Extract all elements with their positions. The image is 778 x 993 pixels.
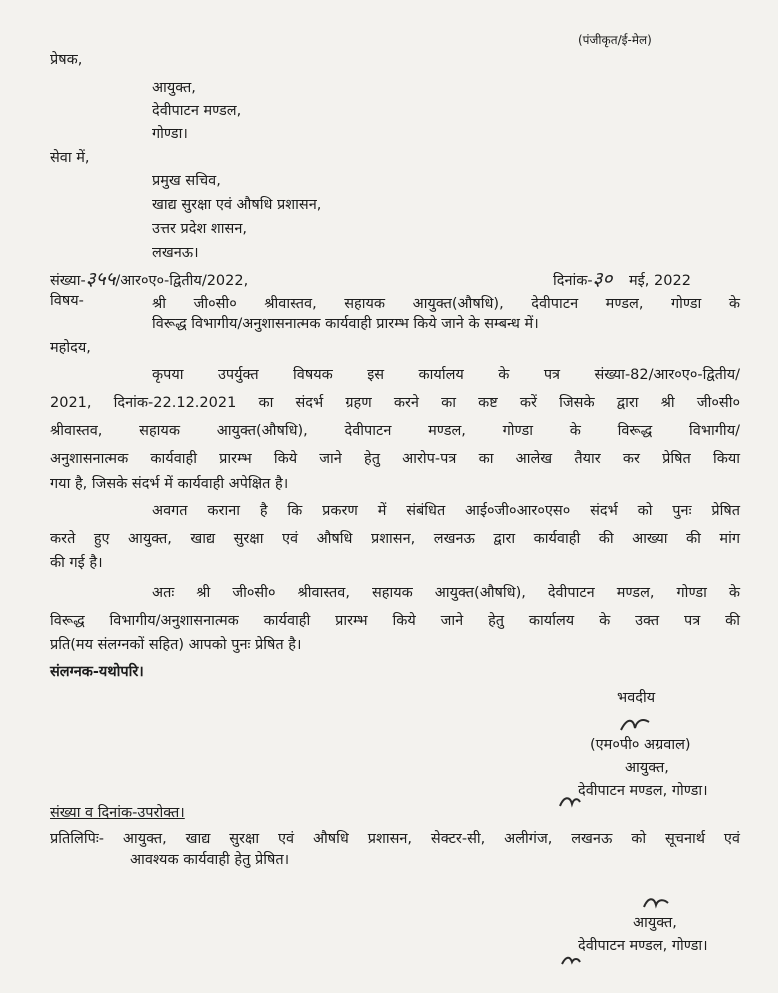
signatory-name: (एम०पी० अग्रवाल) xyxy=(590,737,691,753)
salutation: महोदय, xyxy=(50,340,91,356)
para1-line-4: अनुशासनात्मक कार्यवाही प्रारम्भ किये जाने हेतु आरोप-पत्र का आलेख तैयार कर प्रेषित किया xyxy=(50,451,740,467)
para1-line-1: कृपया उपर्युक्त विषयक इस कार्यालय के पत्र संख्या-82/आर०ए०-द्वितीय/ xyxy=(152,367,740,383)
to-label: सेवा में, xyxy=(50,150,90,166)
para2-line-3: की गई है। xyxy=(50,555,103,571)
closing: भवदीय xyxy=(617,690,656,706)
copy-line-1: प्रतिलिपिः- आयुक्त, खाद्य सुरक्षा एवं औषधि प्रशासन, सेक्टर-सी, अलीगंज, लखनऊ को सूचनार्थ एवं xyxy=(50,831,740,847)
handwritten-date: ३० xyxy=(592,268,613,290)
enclosure: संलग्नक-यथोपरि। xyxy=(50,664,144,680)
sender-line-2: देवीपाटन मण्डल, xyxy=(152,103,242,119)
footer-signatory-title: आयुक्त, xyxy=(633,915,677,931)
recipient-line-2: खाद्य सुरक्षा एवं औषधि प्रशासन, xyxy=(152,197,322,213)
subject-label: विषय- xyxy=(50,293,84,309)
footer-signature-mark xyxy=(640,893,672,915)
footer-signatory-office: देवीपाटन मण्डल, गोण्डा। xyxy=(578,938,708,954)
signature-mark xyxy=(615,714,655,736)
para1-line-3: श्रीवास्तव, सहायक आयुक्त(औषधि), देवीपाटन मण्डल, गोण्डा के विरूद्ध विभागीय/ xyxy=(50,423,740,439)
reference-number: संख्या-३५५/आर०ए०-द्वितीय/2022, xyxy=(50,268,249,290)
para2-line-1: अवगत कराना है कि प्रकरण में संबंधित आई०जी०आर०एस० संदर्भ को पुनः प्रेषित xyxy=(152,503,740,519)
para1-line-5: गया है, जिसके संदर्भ में कार्यवाही अपेक्षित है। xyxy=(50,476,289,492)
para3-line-3: प्रति(मय संलग्नकों सहित) आपको पुनः प्रेषित है। xyxy=(50,637,302,653)
subject-line-1: श्री जी०सी० श्रीवास्तव, सहायक आयुक्त(औषधि), देवीपाटन मण्डल, गोण्डा के xyxy=(152,296,740,312)
initial-mark xyxy=(556,790,584,812)
sender-line-3: गोण्डा। xyxy=(152,126,188,142)
copy-reference: संख्या व दिनांक-उपरोक्त। xyxy=(50,805,185,821)
recipient-line-4: लखनऊ। xyxy=(152,245,199,261)
subject-line-2: विरूद्ध विभागीय/अनुशासनात्मक कार्यवाही प्रारम्भ किये जाने के सम्बन्ध में। xyxy=(152,316,539,332)
footer-initial-mark xyxy=(558,950,584,972)
sender-label: प्रेषक, xyxy=(50,52,83,68)
para3-line-1: अतः श्री जी०सी० श्रीवास्तव, सहायक आयुक्त(औषधि), देवीपाटन मण्डल, गोण्डा के xyxy=(152,585,740,601)
para2-line-2: करते हुए आयुक्त, खाद्य सुरक्षा एवं औषधि प्रशासन, लखनऊ द्वारा कार्यवाही की आख्या की मांग xyxy=(50,531,740,547)
sender-line-1: आयुक्त, xyxy=(152,80,196,96)
signatory-office: देवीपाटन मण्डल, गोण्डा। xyxy=(578,783,708,799)
copy-line-2: आवश्यक कार्यवाही हेतु प्रेषित। xyxy=(130,852,290,868)
handwritten-number: ३५५ xyxy=(85,268,116,290)
recipient-line-3: उत्तर प्रदेश शासन, xyxy=(152,221,247,237)
recipient-line-1: प्रमुख सचिव, xyxy=(152,173,221,189)
para3-line-2: विरूद्ध विभागीय/अनुशासनात्मक कार्यवाही प्रारम्भ किये जाने हेतु कार्यालय के उक्त पत्र की xyxy=(50,613,740,629)
para1-line-2: 2021, दिनांक-22.12.2021 का संदर्भ ग्रहण करने का कष्ट करें जिसके द्वारा श्री जी०सी० xyxy=(50,395,740,411)
reference-date: दिनांक-३० मई, 2022 xyxy=(553,268,691,290)
registered-note: (पंजीकृत/ई-मेल) xyxy=(578,33,652,47)
signatory-title: आयुक्त, xyxy=(625,760,669,776)
